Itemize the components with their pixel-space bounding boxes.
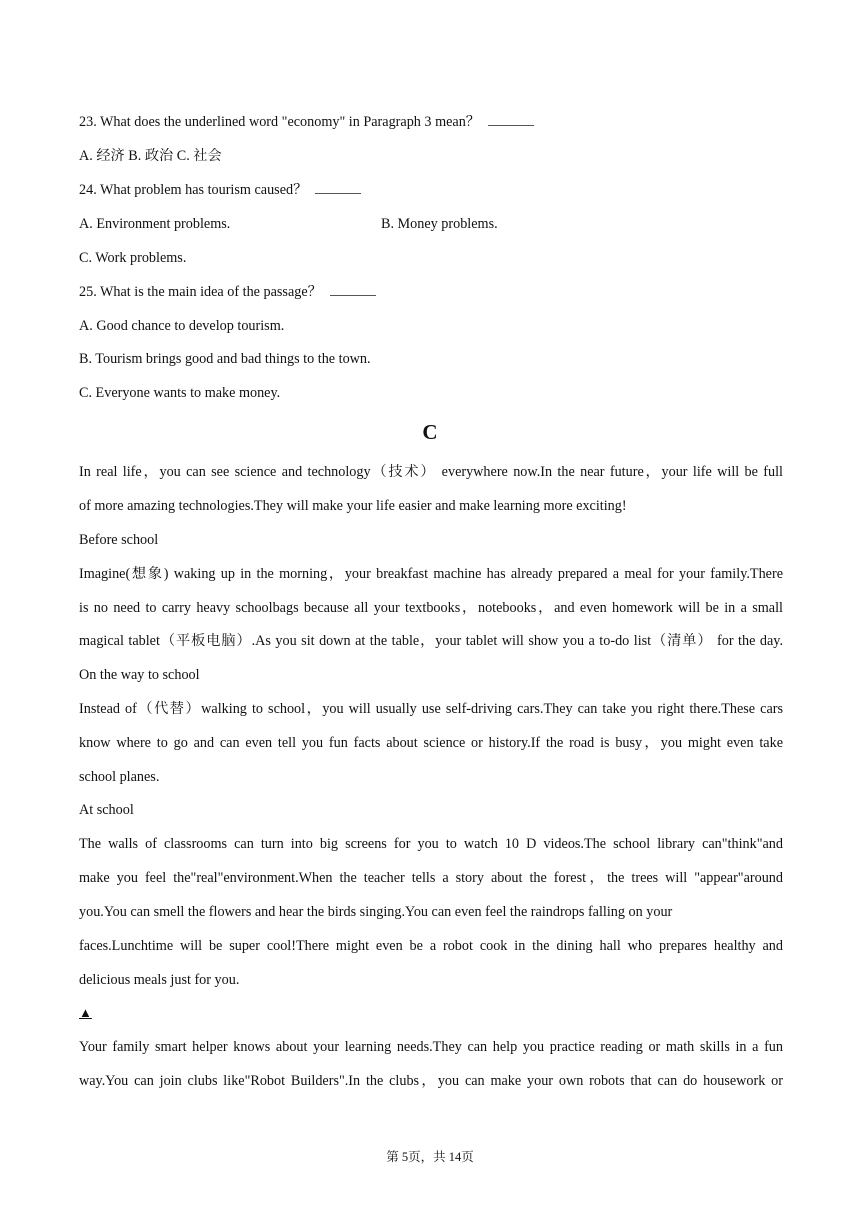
question-23-options: A. 经济 B. 政治 C. 社会 bbox=[79, 148, 222, 164]
answer-blank bbox=[315, 181, 361, 194]
question-25-option-c: C. Everyone wants to make money. bbox=[79, 385, 281, 401]
passage-line: is no need to carry heavy schoolbags because all your textbooks，notebooks，and even homework will be in a small bbox=[79, 600, 783, 616]
section-heading: C bbox=[422, 420, 438, 444]
page-footer: 第 5页，共 14页 bbox=[386, 1150, 474, 1164]
question-25 bbox=[79, 282, 376, 302]
passage-line: Instead of（代替）walking to school，you will usually use self-driving cars.They can take you right there.These cars bbox=[79, 701, 783, 717]
passage-line: you.You can smell the flowers and hear the birds singing.You can even feel the raindrops falling on your bbox=[79, 904, 673, 920]
question-25-option-b: B. Tourism brings good and bad things to the town. bbox=[79, 351, 371, 367]
passage-line: In real life，you can see science and technology（技术） everywhere now.In the near future，your life will be full bbox=[79, 464, 783, 480]
passage-line: delicious meals just for you. bbox=[79, 972, 240, 988]
question-24-stem: 24. What problem has tourism caused？ bbox=[79, 182, 308, 198]
subheading-on-the-way: On the way to school bbox=[79, 667, 200, 683]
question-24-option-c: C. Work problems. bbox=[79, 250, 187, 266]
subheading-at-school: At school bbox=[79, 802, 134, 818]
passage-line: faces.Lunchtime will be super cool!There might even be a robot cook in the dining hall who prepares healthy and bbox=[79, 938, 783, 954]
question-24-option-b: B. Money problems. bbox=[381, 216, 498, 232]
passage-line: make you feel the"real"environment.When the teacher tells a story about the forest，the trees will "appear"around bbox=[79, 870, 783, 886]
answer-blank bbox=[488, 113, 534, 126]
passage-line: of more amazing technologies.They will make your life easier and make learning more exciting! bbox=[79, 498, 627, 514]
question-25-stem: 25. What is the main idea of the passage？ bbox=[79, 284, 322, 300]
question-23 bbox=[79, 112, 534, 132]
passage-line: The walls of classrooms can turn into big screens for you to watch 10 D videos.The school library can"think"and bbox=[79, 836, 783, 852]
passage-line: magical tablet（平板电脑）.As you sit down at the table，your tablet will show you a to-do list（清单） for the day. bbox=[79, 633, 783, 649]
question-24-option-a: A. Environment problems. bbox=[79, 216, 231, 232]
passage-line: know where to go and can even tell you fun facts about science or history.If the road is busy，you might even take bbox=[79, 735, 783, 751]
question-24 bbox=[79, 180, 361, 200]
answer-blank bbox=[330, 283, 376, 296]
missing-subheading-marker: ▲ bbox=[79, 1005, 92, 1020]
question-23-stem: 23. What does the underlined word "economy" in Paragraph 3 mean？ bbox=[79, 114, 480, 130]
passage-line: school planes. bbox=[79, 769, 160, 785]
question-25-option-a: A. Good chance to develop tourism. bbox=[79, 318, 285, 334]
subheading-before-school: Before school bbox=[79, 532, 159, 548]
passage-line: way.You can join clubs like"Robot Builders".In the clubs，you can make your own robots that can do housework or bbox=[79, 1073, 783, 1089]
passage-line: Your family smart helper knows about your learning needs.They can help you practice reading or math skills in a fun bbox=[79, 1039, 783, 1055]
passage-line: Imagine(想象) waking up in the morning，your breakfast machine has already prepared a meal for your family.There bbox=[79, 566, 783, 582]
